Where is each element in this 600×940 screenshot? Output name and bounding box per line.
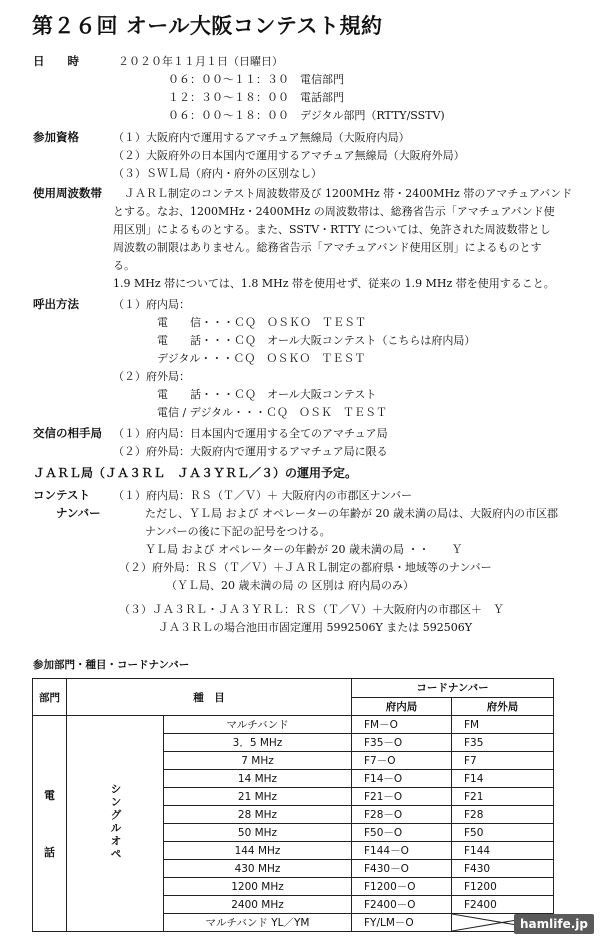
- row-type: マルチバンド: [164, 716, 352, 734]
- calling-line: 電 話・・・ＣＱ オール大阪コンテスト（こちらは府内局）: [157, 334, 476, 347]
- row-inside: F430－O: [352, 860, 452, 878]
- row-outside: F21: [452, 788, 554, 806]
- row-outside: F144: [452, 842, 554, 860]
- row-inside: F50－O: [352, 824, 452, 842]
- code-table: [32, 678, 554, 932]
- calling-label: 呼出方法: [33, 297, 79, 311]
- jarl-note: ＪＡＲＬ局（ＪＡ３ＲＬ ＪＡ３ＹＲＬ／３）の運用予定。: [33, 466, 358, 480]
- row-inside: F14－O: [352, 770, 452, 788]
- calling-outside-head: （２）府外局：: [113, 370, 190, 383]
- row-inside: F28－O: [352, 806, 452, 824]
- row-type: 28 MHz: [164, 806, 352, 824]
- contest-number-label: コンテスト: [33, 488, 91, 502]
- calling-line: デジタル・・・ＣＱ ＯＳＫＯ ＴＥＳＴ: [157, 352, 366, 365]
- row-type: 1200 MHz: [164, 878, 352, 896]
- row-outside: F50: [452, 824, 554, 842]
- table-head-inside: 府内局: [352, 697, 452, 716]
- contest-number-line: ナンバーの後に下記の記号をつける。: [145, 525, 331, 538]
- row-inside: F21－O: [352, 788, 452, 806]
- row-type: 144 MHz: [164, 842, 352, 860]
- row-type: 50 MHz: [164, 824, 352, 842]
- schedule-label: 日 時: [33, 54, 79, 68]
- bands-line: ＪＡＲＬ制定のコンテスト周波数帯及び 1200MHz 帯・2400MHz 帯のアマチュアバンド: [124, 187, 573, 200]
- contest-number-label: ナンバー: [56, 506, 101, 520]
- category-cell: [67, 716, 164, 932]
- bands-line: とする。なお、1200MHz・2400MHz の周波数帯は、総務省告示「アマチュアバンド使: [113, 205, 555, 218]
- row-inside: F144－O: [352, 842, 452, 860]
- section-cell: [33, 716, 67, 932]
- calling-line: 電 話・・・ＣＱ オール大阪コンテスト: [157, 388, 377, 401]
- eligibility-item: （３）ＳＷＬ局（府内・府外の区別なし）: [113, 167, 322, 180]
- eligibility-label: 参加資格: [33, 130, 79, 144]
- eligibility-item: （２）大阪府外の日本国内で運用するアマチュア無線局（大阪府外局）: [113, 149, 465, 162]
- contest-number-line: ＹＬ局 および オペレーターの年齢が 20 歳未満の局 ・・ Ｙ: [145, 543, 463, 556]
- contest-number-line: （１）府内局：ＲＳ（Ｔ／Ｖ）＋ 大阪府内の市郡区ナンバー: [113, 489, 413, 502]
- partner-label: 交信の相手局: [33, 426, 102, 440]
- bands-line: 用区別」によるものとする。また、SSTV・RTTY については、免許された周波数帯とし: [113, 223, 551, 236]
- calling-inside-head: （１）府内局：: [113, 298, 190, 311]
- row-outside: F35: [452, 734, 554, 752]
- row-outside: F2400: [452, 896, 554, 914]
- partner-item: （１）府内局：日本国内で運用する全てのアマチュア局: [113, 427, 388, 440]
- row-inside: FY/LM－O: [352, 914, 452, 932]
- row-inside: F1200－O: [352, 878, 452, 896]
- row-outside: FM: [452, 716, 554, 734]
- contest-number-line: （３）ＪＡ３ＲＬ・ＪＡ３ＹＲＬ：ＲＳ（Ｔ／Ｖ）＋大阪府内の市郡区＋ Ｙ: [119, 603, 504, 616]
- row-inside: FM－O: [352, 716, 452, 734]
- partner-item: （２）府外局：大阪府内で運用するアマチュア局に限る: [113, 445, 388, 458]
- contest-number-line: （ＹＬ局、20 歳未満の局 の 区別は 府内局のみ）: [166, 579, 414, 592]
- contest-number-line: ＪＡ３ＲＬの場合池田市固定運用 5992506Y または 592506Y: [158, 621, 472, 634]
- row-outside: F28: [452, 806, 554, 824]
- table-head-code: コードナンバー: [352, 679, 554, 698]
- row-type: 430 MHz: [164, 860, 352, 878]
- section-label-bottom: 話: [44, 845, 55, 859]
- row-outside: F7: [452, 752, 554, 770]
- schedule-row: ０６：００〜１８：００ デジタル部門（RTTY/SSTV): [168, 109, 445, 122]
- bands-label: 使用周波数帯: [33, 186, 102, 200]
- row-inside: F7－O: [352, 752, 452, 770]
- row-type: 7 MHz: [164, 752, 352, 770]
- row-type: 2400 MHz: [164, 896, 352, 914]
- page-title: 第２６回 オール大阪コンテスト規約: [32, 13, 383, 38]
- row-outside: F14: [452, 770, 554, 788]
- schedule-date: ２０２０年１１月１日（日曜日）: [118, 55, 283, 68]
- row-outside: F1200: [452, 878, 554, 896]
- calling-line: 電信 / デジタル・・・ＣＱ ＯＳＫ ＴＥＳＴ: [157, 406, 388, 419]
- contest-number-line: （２）府外局：ＲＳ（Ｔ／Ｖ）＋ＪＡＲＬ制定の都府県・地域等のナンバー: [119, 561, 492, 574]
- contest-number-line: ただし、ＹＬ局 および オペレーターの年齢が 20 歳未満の局は、大阪府内の市区郡: [145, 507, 558, 520]
- table-head-section: 部門: [33, 679, 67, 716]
- bands-line: る。: [113, 259, 135, 272]
- row-type: 14 MHz: [164, 770, 352, 788]
- watermark-logo: hamlife.jp: [514, 914, 594, 934]
- calling-line: 電 信・・・ＣＱ ＯＳＫＯ ＴＥＳＴ: [157, 316, 366, 329]
- schedule-row: １２：３０〜１８：００ 電話部門: [168, 91, 344, 104]
- eligibility-item: （１）大阪府内で運用するアマチュア無線局（大阪府内局）: [113, 131, 410, 144]
- row-type: 3．5 MHz: [164, 734, 352, 752]
- row-type: マルチバンド YL／YM: [164, 914, 352, 932]
- row-outside: F430: [452, 860, 554, 878]
- section-label-top: 電: [44, 788, 55, 802]
- table-head-type: 種 目: [67, 679, 352, 716]
- category-label: シングルオペ: [109, 783, 122, 861]
- bands-line: 1.9 MHz 帯については、1.8 MHz 帯を使用せず、従来の 1.9 MHz 帯を使用すること。: [113, 277, 555, 290]
- schedule-row: ０６：００〜１１：３０ 電信部門: [168, 73, 344, 86]
- row-inside: F35－O: [352, 734, 452, 752]
- row-inside: F2400－O: [352, 896, 452, 914]
- bands-line: 周波数の制限はありません。総務省告示「アマチュアバンド使用区別」によるものとす: [113, 241, 542, 254]
- row-type: 21 MHz: [164, 788, 352, 806]
- table-head-outside: 府外局: [452, 697, 554, 716]
- table-title: 参加部門・種目・コードナンバー: [33, 659, 190, 671]
